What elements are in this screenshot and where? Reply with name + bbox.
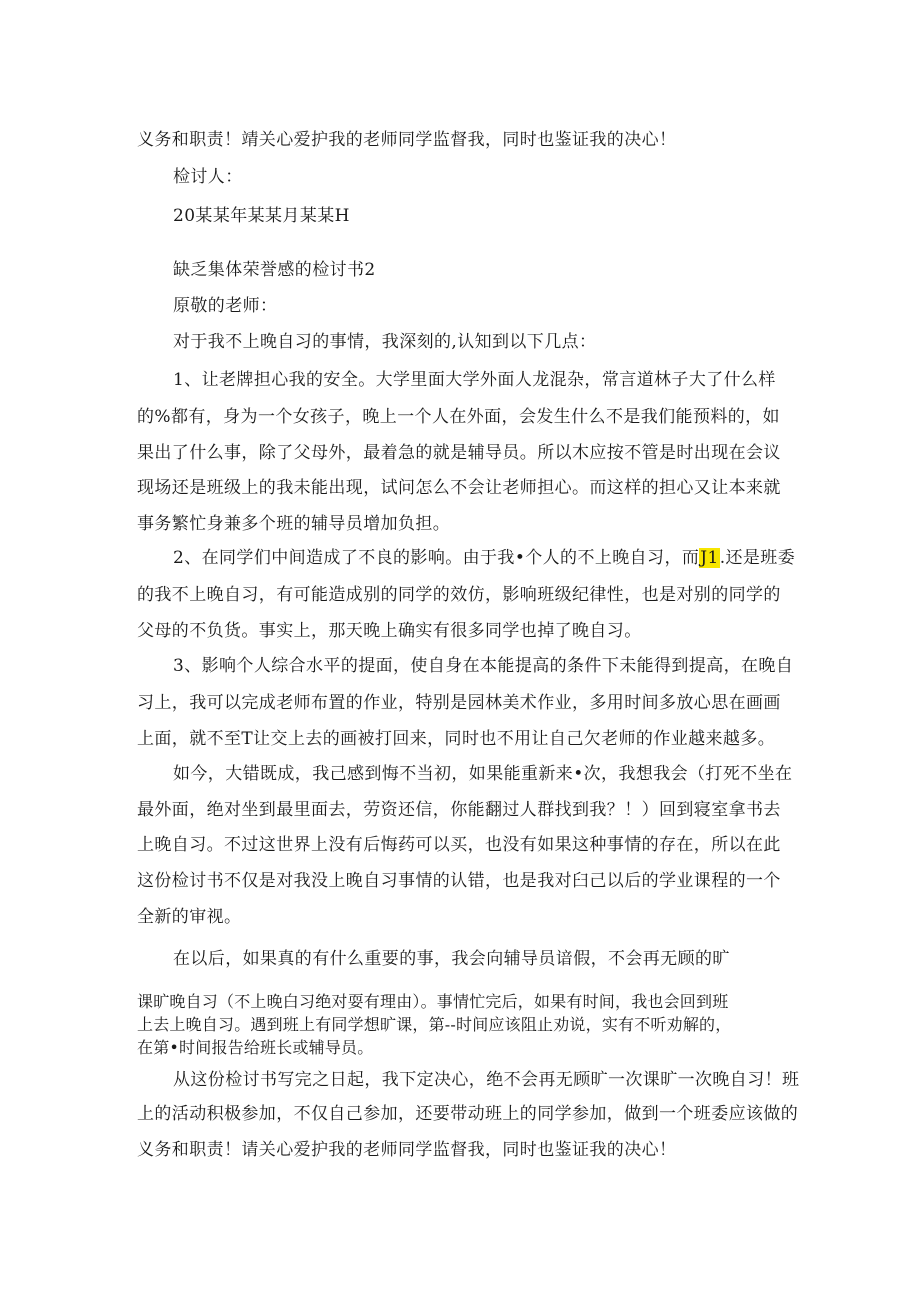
- paragraph-line: 这份检讨书不仅是对我没上晚自习事情的认错，也是我对臼己以后的学业课程的一个: [137, 871, 781, 891]
- paragraph-line: 的我不上晚自习，有可能造成别的同学的效仿，影响班级纪律性，也是对别的同学的: [137, 585, 781, 605]
- paragraph-line: 果出了什么事，除了父母外，最着急的就是辅导员。所以木应按不管是时出现在会议: [137, 443, 781, 463]
- paragraph-line: 从这份检讨书写完之日起，我下定决心，绝不会再无顾旷一次课旷一次晚自习！班: [173, 1070, 800, 1090]
- paragraph-line: 义务和职责！靖关心爱护我的老师同学监督我，同时也鉴证我的决心！: [137, 130, 677, 150]
- paragraph-line: 的%都有，身为一个女孩子，晚上一个人在外面，会发生什么不是我们能预料的，如: [137, 407, 780, 427]
- paragraph-line: 义务和职责！请关心爱护我的老师同学监督我，同时也鉴证我的决心！: [137, 1140, 677, 1160]
- paragraph-line: 上晚自习。不过这世界上没有后悔药可以买，也没有如果这种事情的存在，所以在此: [137, 835, 781, 855]
- paragraph-line: 在第•时间报告给班长或辅导员。: [137, 1038, 374, 1057]
- paragraph-line: [173, 546, 795, 570]
- paragraph-line: 3、影响个人综合水平的提面，使自身在本能提高的条件下未能得到提高，在晚自: [173, 656, 794, 676]
- paragraph-line: 父母的不负货。事实上，那天晚上确实有很多同学也掉了晚自习。: [137, 621, 642, 641]
- text-run: .还是班委: [719, 548, 796, 568]
- paragraph-line: 全新的审视。: [137, 907, 242, 927]
- paragraph-line: 现场还是班级上的我未能出现，试问怎么不会让老师担心。而这样的担心又让本来就: [137, 478, 781, 498]
- paragraph-line: 在以后，如果真的有什么重要的事，我会向辅导员谙假，不会再无顾的旷: [173, 949, 730, 969]
- signer-label: 检讨人：: [173, 167, 243, 187]
- paragraph-line: 最外面，绝对坐到最里面去，劳资还信，你能翻过人群找到我？！）回到寝室拿书去: [137, 800, 781, 820]
- text-run: 2、在同学们中间造成了不良的影响。由于我•个人的不上晚自习，而: [173, 548, 700, 568]
- paragraph-line: 课旷晚自习（不上晚白习绝对耍有理由）。事情忙完后，如果有时间，我也会回到班: [137, 992, 729, 1011]
- salutation: 原敬的老师：: [173, 296, 278, 316]
- paragraph-line: 上面，就不至T让交上去的画被打回来，同时也不用让自己欠老师的作业越来越多。: [137, 729, 776, 749]
- paragraph-line: 事务繁忙身兼多个班的辅导员增加负担。: [137, 514, 451, 534]
- document-title: 缺乏集体荣誉感的检讨书2: [173, 260, 376, 280]
- paragraph-line: 1、让老牌担心我的安全。大学里面大学外面人龙混杂，常言道林子大了什么样: [173, 370, 776, 390]
- paragraph-line: 上去上晚自习。遇到班上有同学想旷课，第--时间应该阻止劝说，实有不听劝解的，: [137, 1015, 732, 1034]
- paragraph-line: 习上，我可以完成老师布置的作业，特别是园林美术作业，多用时间多放心思在画画: [137, 693, 781, 713]
- paragraph-line: 如今，大错既成，我己感到悔不当初，如果能重新来•次，我想我会（打死不坐在: [173, 764, 793, 784]
- intro-line: 对于我不上晚自习的事情，我深刻的,认知到以下几点：: [173, 332, 597, 352]
- date-line: 20某某年某某月某某H: [173, 206, 350, 226]
- paragraph-line: 上的活动积极参加，不仅自己参加，还要带动班上的同学参加，做到一个班委应该做的: [137, 1104, 799, 1124]
- highlighted-text: J1: [700, 548, 719, 568]
